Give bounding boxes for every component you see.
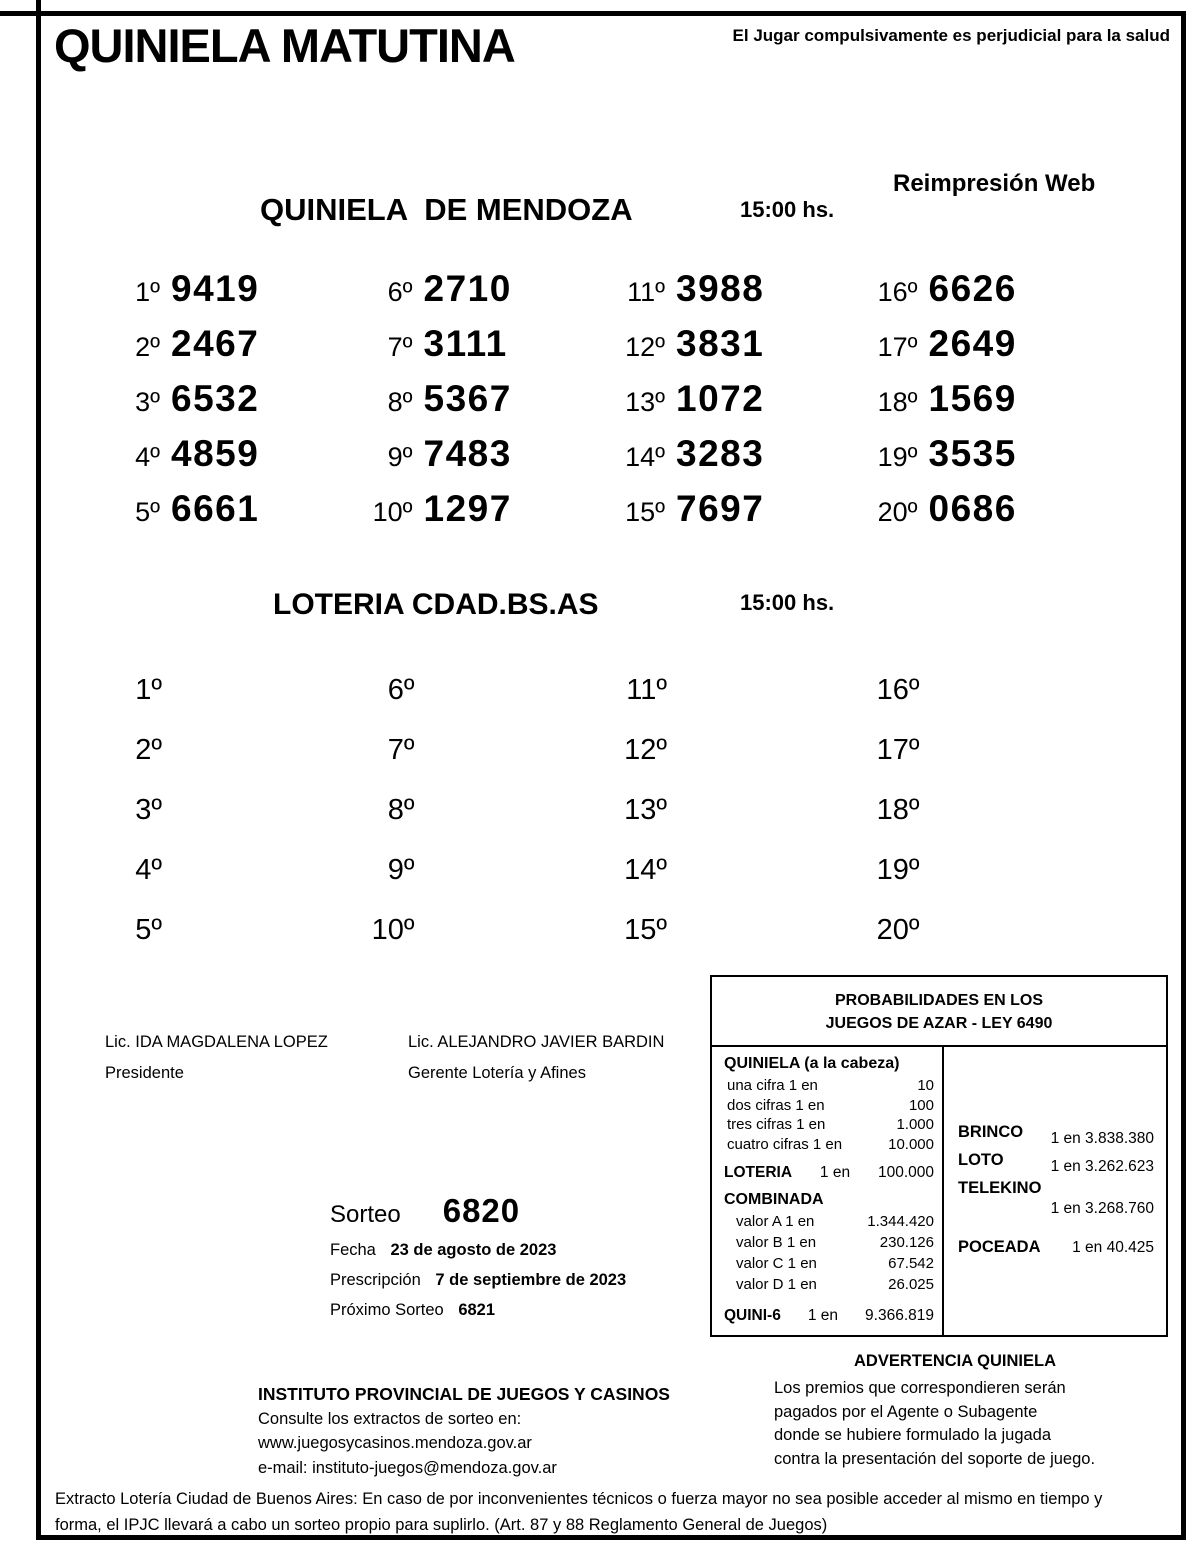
- mendoza-result: [858, 323, 1111, 378]
- probabilities-box: [710, 975, 1168, 1337]
- winning-number: 5367: [423, 378, 512, 419]
- game-odds-value: 1 en 3.268.760: [1050, 1200, 1154, 1217]
- mendoza-section-heading: QUINIELA DE MENDOZA: [260, 192, 633, 227]
- position-label: 6º: [387, 673, 415, 706]
- position-label: 14º: [624, 853, 667, 886]
- quiniela-odds-heading: QUINIELA (a la cabeza): [724, 1055, 900, 1072]
- winning-number: 3111: [423, 323, 508, 364]
- probabilities-body: [712, 1047, 1166, 1335]
- odds-value: 26.025: [888, 1276, 934, 1293]
- official-president: [105, 1033, 328, 1082]
- bsas-section-heading: LOTERIA CDAD.BS.AS: [273, 588, 599, 621]
- mendoza-result: [858, 268, 1111, 323]
- odds-value: 10: [917, 1077, 934, 1094]
- position-label: 14º: [625, 442, 665, 472]
- proximo-sorteo-value: 6821: [458, 1301, 496, 1319]
- footer-line: Extracto Lotería Ciudad de Buenos Aires: En caso de por inconvenientes técnicos o fuerza mayor no sea posible acceder al mismo en tiempo y: [55, 1490, 1103, 1508]
- position-label: 10º: [372, 497, 413, 527]
- bsas-position: [858, 780, 1111, 840]
- advertencia-line: contra la presentación del soporte de juego.: [774, 1449, 1096, 1468]
- game-name: TELEKINO: [958, 1179, 1042, 1197]
- combinada-heading: COMBINADA: [724, 1191, 824, 1208]
- odds-label: tres cifras 1 en: [727, 1116, 826, 1133]
- mendoza-result: [605, 323, 858, 378]
- position-label: 9º: [387, 853, 415, 886]
- bsas-position: [100, 900, 353, 960]
- position-label: 15º: [625, 497, 665, 527]
- mendoza-result: [100, 323, 353, 378]
- bsas-position: [605, 720, 858, 780]
- bsas-position: [858, 660, 1111, 720]
- bsas-position: [353, 660, 606, 720]
- mendoza-result: [858, 433, 1111, 488]
- bsas-position: [605, 900, 858, 960]
- odds-label: valor B 1 en: [736, 1234, 817, 1251]
- odds-value: 10.000: [888, 1135, 934, 1153]
- bsas-position: [353, 780, 606, 840]
- winning-number: 6532: [171, 378, 260, 419]
- bsas-position: [858, 900, 1111, 960]
- position-label: 8º: [387, 793, 415, 826]
- advertencia-line: donde se hubiere formulado la jugada: [774, 1426, 1052, 1444]
- bsas-position: [605, 660, 858, 720]
- official-manager: [408, 1033, 664, 1082]
- odds-label: valor D 1 en: [736, 1276, 817, 1293]
- sorteo-number: 6820: [442, 1192, 521, 1229]
- mendoza-results-grid: [100, 268, 1110, 543]
- official-name: Lic. IDA MAGDALENA LOPEZ: [105, 1033, 328, 1051]
- position-label: 10º: [371, 913, 415, 946]
- game-name: BRINCO: [958, 1123, 1024, 1141]
- bsas-positions-grid: [100, 660, 1110, 960]
- position-label: 7º: [387, 332, 413, 362]
- winning-number: 3535: [928, 433, 1017, 474]
- health-warning-text: El Jugar compulsivamente es perjudicial para la salud: [732, 26, 1170, 45]
- winning-number: 2649: [928, 323, 1017, 364]
- game-odds-telekino: [958, 1179, 1154, 1218]
- position-label: 12º: [625, 332, 665, 362]
- mendoza-result: [605, 378, 858, 433]
- position-label: 5º: [135, 497, 160, 527]
- sorteo-label: Sorteo: [330, 1201, 401, 1228]
- position-label: 18º: [877, 387, 918, 417]
- odds-label: QUINI-6: [724, 1307, 781, 1324]
- mendoza-result: [858, 378, 1111, 433]
- winning-number: 6626: [928, 268, 1017, 309]
- fecha-value: 23 de agosto de 2023: [390, 1241, 557, 1259]
- prescripcion-label: Prescripción: [330, 1271, 421, 1289]
- bsas-position: [858, 840, 1111, 900]
- proximo-sorteo-label: Próximo Sorteo: [330, 1301, 444, 1319]
- game-odds-value: 1 en 3.838.380: [1050, 1130, 1154, 1147]
- winning-number: 6661: [171, 488, 260, 529]
- position-label: 7º: [387, 733, 415, 766]
- odds-row: [724, 1076, 934, 1096]
- winning-number: 0686: [928, 488, 1017, 529]
- odds-value: 100.000: [877, 1164, 934, 1181]
- prescripcion-value: 7 de septiembre de 2023: [435, 1271, 627, 1289]
- position-label: 16º: [876, 673, 920, 706]
- game-odds-poceada: [958, 1238, 1154, 1257]
- proximo-sorteo-row: [330, 1301, 626, 1320]
- odds-row: [724, 1233, 934, 1253]
- bsas-position: [100, 720, 353, 780]
- instituto-email: e-mail: instituto-juegos@mendoza.gov.ar: [258, 1458, 557, 1477]
- game-odds-loto: [958, 1151, 1154, 1175]
- instituto-name: INSTITUTO PROVINCIAL DE JUEGOS Y CASINOS: [258, 1384, 670, 1404]
- position-label: 20º: [876, 913, 920, 946]
- probabilities-title: [712, 977, 1166, 1047]
- bsas-draw-time: 15:00 hs.: [740, 590, 835, 615]
- fecha-row: [330, 1241, 626, 1260]
- winning-number: 2710: [423, 268, 512, 309]
- game-name: LOTO: [958, 1151, 1004, 1169]
- position-label: 12º: [624, 733, 667, 766]
- footer-line: forma, el IPJC llevará a cabo un sorteo propio para suplirlo. (Art. 87 y 88 Reglamento General de Juegos): [55, 1516, 828, 1534]
- loteria-odds-row: [724, 1163, 934, 1183]
- bsas-position: [100, 780, 353, 840]
- odds-row: [724, 1096, 934, 1116]
- position-label: 1º: [135, 673, 162, 706]
- position-label: 11º: [626, 673, 667, 706]
- position-label: 4º: [135, 442, 160, 472]
- sorteo-row: [330, 1192, 626, 1230]
- mendoza-result: [353, 433, 606, 488]
- odds-mid: 1 en: [807, 1307, 839, 1324]
- position-label: 8º: [387, 387, 413, 417]
- odds-mid: 1 en: [819, 1164, 851, 1181]
- position-label: 4º: [135, 853, 162, 886]
- game-name: POCEADA: [958, 1238, 1041, 1256]
- odds-label: cuatro cifras 1 en: [727, 1135, 843, 1153]
- odds-label: valor C 1 en: [736, 1255, 817, 1272]
- winning-number: 7483: [423, 433, 512, 474]
- mendoza-result: [353, 488, 606, 543]
- odds-row: [724, 1212, 934, 1232]
- position-label: 17º: [876, 733, 920, 766]
- official-role: Gerente Lotería y Afines: [408, 1064, 586, 1082]
- mendoza-result: [605, 433, 858, 488]
- winning-number: 3988: [676, 268, 765, 309]
- position-label: 20º: [877, 497, 918, 527]
- page-border-top-extension: [0, 11, 41, 16]
- position-label: 11º: [627, 277, 665, 307]
- page-title: QUINIELA MATUTINA: [54, 19, 515, 72]
- mendoza-result: [100, 488, 353, 543]
- winning-number: 9419: [171, 268, 260, 309]
- position-label: 17º: [877, 332, 918, 362]
- prescripcion-row: [330, 1271, 626, 1290]
- winning-number: 3831: [676, 323, 765, 364]
- position-label: 15º: [624, 913, 667, 946]
- odds-value: 100: [908, 1096, 934, 1114]
- advertencia-title: ADVERTENCIA QUINIELA: [854, 1352, 1056, 1370]
- bsas-position: [100, 660, 353, 720]
- position-label: 5º: [135, 913, 162, 946]
- winning-number: 7697: [676, 488, 765, 529]
- position-label: 2º: [135, 733, 162, 766]
- winning-number: 1297: [423, 488, 512, 529]
- game-odds-brinco: [958, 1123, 1154, 1147]
- fecha-label: Fecha: [330, 1241, 376, 1259]
- odds-row: [724, 1135, 934, 1155]
- position-label: 13º: [625, 387, 665, 417]
- game-odds-value: 1 en 40.425: [1072, 1238, 1154, 1256]
- sorteo-block: [330, 1192, 626, 1320]
- instituto-block: [258, 1382, 670, 1480]
- odds-value: 1.000: [896, 1116, 934, 1133]
- bsas-position: [605, 780, 858, 840]
- official-role: Presidente: [105, 1064, 184, 1082]
- odds-label: dos cifras 1 en: [727, 1096, 825, 1114]
- odds-label: LOTERIA: [724, 1164, 793, 1181]
- mendoza-draw-time: 15:00 hs.: [740, 197, 835, 222]
- advertencia-line: Los premios que correspondieren serán: [774, 1379, 1066, 1397]
- odds-value: 9.366.819: [865, 1307, 934, 1324]
- probabilities-left-column: [712, 1047, 944, 1335]
- winning-number: 2467: [171, 323, 260, 364]
- position-label: 19º: [876, 853, 920, 886]
- mendoza-result: [353, 378, 606, 433]
- mendoza-result: [353, 323, 606, 378]
- mendoza-result: [100, 378, 353, 433]
- bsas-position: [353, 900, 606, 960]
- official-name: Lic. ALEJANDRO JAVIER BARDIN: [408, 1033, 665, 1051]
- mendoza-result: [605, 268, 858, 323]
- odds-value: 1.344.420: [867, 1213, 934, 1230]
- odds-row: [724, 1275, 934, 1295]
- game-odds-value: 1 en 3.262.623: [1050, 1158, 1154, 1175]
- advertencia-block: [762, 1352, 1148, 1471]
- quini6-odds-row: [724, 1306, 934, 1326]
- position-label: 19º: [877, 442, 918, 472]
- position-label: 1º: [135, 277, 160, 307]
- odds-row: [724, 1115, 934, 1135]
- footer-disclaimer: [55, 1486, 1175, 1538]
- position-label: 9º: [387, 442, 413, 472]
- winning-number: 4859: [171, 433, 260, 474]
- winning-number: 1569: [928, 378, 1017, 419]
- odds-value: 67.542: [888, 1255, 934, 1272]
- odds-label: valor A 1 en: [736, 1213, 815, 1230]
- winning-number: 3283: [676, 433, 765, 474]
- bsas-position: [100, 840, 353, 900]
- bsas-position: [605, 840, 858, 900]
- position-label: 3º: [135, 387, 160, 417]
- bsas-position: [353, 840, 606, 900]
- instituto-consult-line: Consulte los extractos de sorteo en:: [258, 1409, 522, 1428]
- winning-number: 1072: [676, 378, 765, 419]
- bsas-position: [353, 720, 606, 780]
- mendoza-result: [605, 488, 858, 543]
- probabilities-title-line1: PROBABILIDADES EN LOS: [834, 992, 1043, 1009]
- position-label: 13º: [624, 793, 667, 826]
- instituto-website: www.juegosycasinos.mendoza.gov.ar: [258, 1434, 532, 1452]
- mendoza-result: [353, 268, 606, 323]
- position-label: 16º: [877, 277, 918, 307]
- mendoza-result: [100, 433, 353, 488]
- odds-row: [724, 1254, 934, 1274]
- odds-value: 230.126: [879, 1234, 934, 1251]
- position-label: 6º: [387, 277, 413, 307]
- odds-label: una cifra 1 en: [727, 1077, 818, 1094]
- advertencia-line: pagados por el Agente o Subagente: [774, 1402, 1038, 1421]
- position-label: 18º: [876, 793, 920, 826]
- mendoza-result: [858, 488, 1111, 543]
- position-label: 3º: [135, 793, 162, 826]
- page-border-left-extension: [36, 0, 41, 16]
- mendoza-result: [100, 268, 353, 323]
- probabilities-right-column: [944, 1047, 1166, 1335]
- reprint-web-label: Reimpresión Web: [893, 170, 1096, 197]
- probabilities-title-line2: JUEGOS DE AZAR - LEY 6490: [825, 1015, 1053, 1032]
- bsas-position: [858, 720, 1111, 780]
- position-label: 2º: [135, 332, 160, 362]
